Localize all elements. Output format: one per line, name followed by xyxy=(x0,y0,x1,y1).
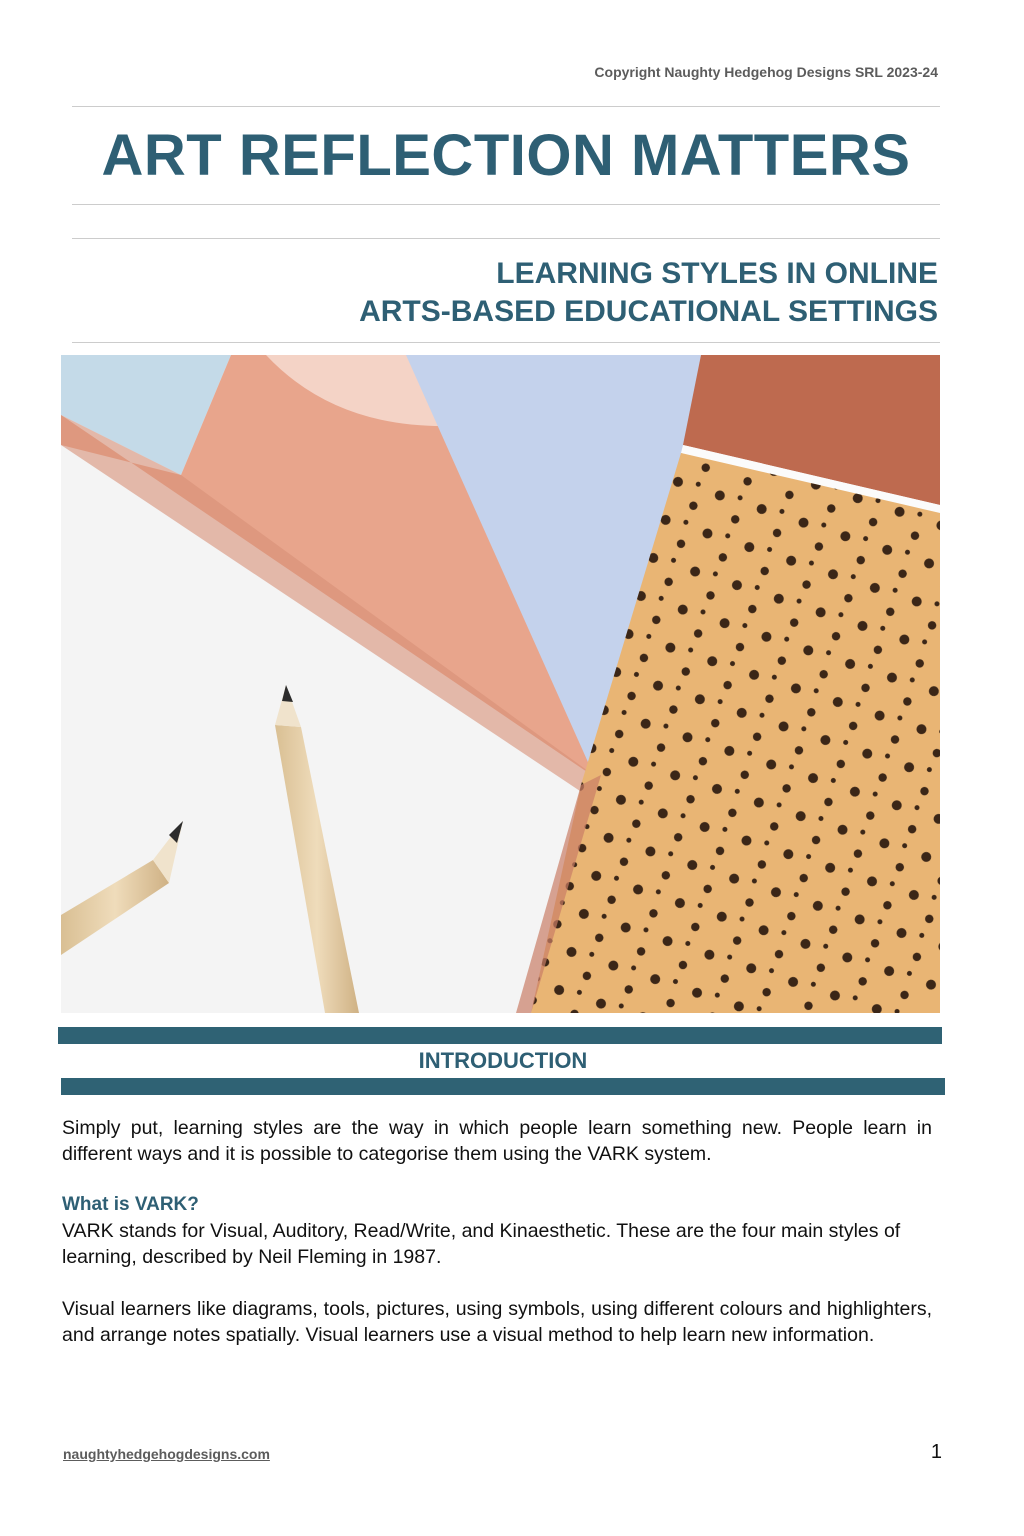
subtitle-rule-top xyxy=(72,238,940,239)
subtitle-line-2: ARTS-BASED EDUCATIONAL SETTINGS xyxy=(359,295,938,328)
page-number: 1 xyxy=(930,1441,942,1463)
paper-and-pencils-photo xyxy=(61,355,940,1013)
subtitle-line-1: LEARNING STYLES IN ONLINE xyxy=(496,257,938,290)
copyright-notice: Copyright Naughty Hedgehog Designs SRL 2023-24 xyxy=(594,64,938,80)
title-rule-top xyxy=(72,106,940,107)
section-bar-top xyxy=(58,1027,942,1044)
title-rule-bottom xyxy=(72,204,940,205)
website-link[interactable]: naughtyhedgehogdesigns.com xyxy=(63,1446,270,1462)
vark-heading: What is VARK? xyxy=(62,1194,199,1215)
section-bar-bottom xyxy=(61,1078,945,1095)
vark-paragraph: VARK stands for Visual, Auditory, Read/Write, and Kinaesthetic. These are the four main styles of learning, described by Neil Fleming in 1987. xyxy=(62,1220,901,1268)
visual-learners-paragraph: Visual learners like diagrams, tools, pictures, using symbols, using different colours and highlighters, and arrange notes spatially. Visual learners use a visual method to help learn new information. xyxy=(62,1298,932,1346)
subtitle-rule-bottom xyxy=(72,342,940,343)
intro-paragraph: Simply put, learning styles are the way in which people learn something new. People learn in different ways and it is possible to categorise them using the VARK system. xyxy=(62,1117,932,1165)
section-heading-introduction: INTRODUCTION xyxy=(418,1048,588,1073)
subtitle xyxy=(72,255,938,331)
page-title: ART REFLECTION MATTERS xyxy=(101,123,911,188)
hero-image xyxy=(61,355,940,1013)
